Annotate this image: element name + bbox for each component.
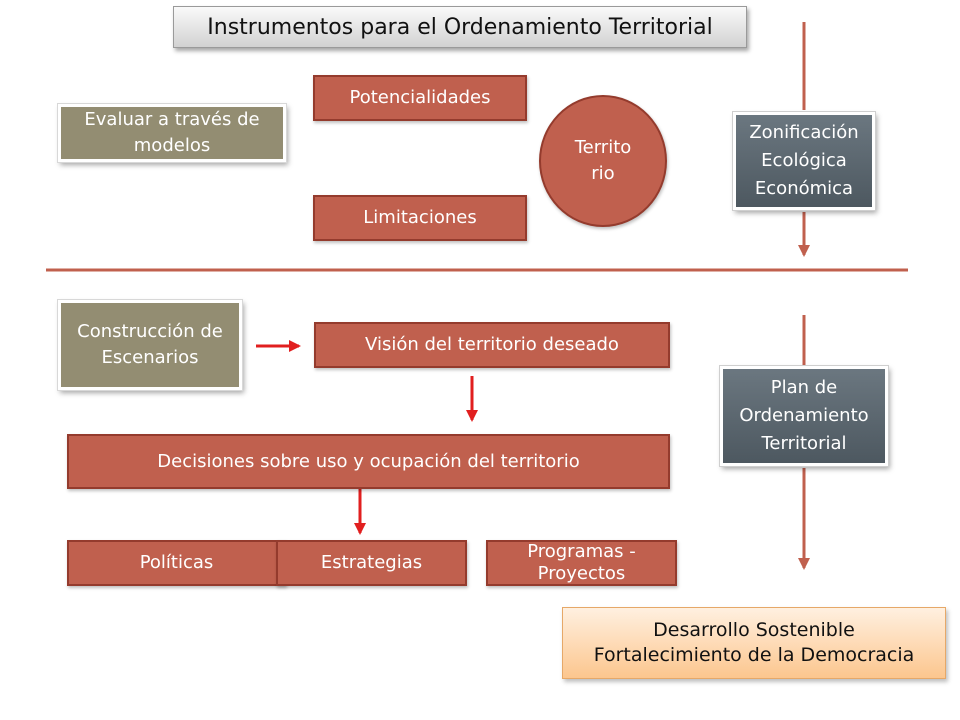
goal-line-1: Desarrollo Sostenible <box>653 619 855 641</box>
estrategias-box: Estrategias <box>276 540 467 586</box>
limitaciones-box: Limitaciones <box>313 195 527 241</box>
evaluar-modelos-box: Evaluar a través de modelos <box>58 104 286 162</box>
desarrollo-sostenible-box <box>562 607 946 679</box>
territorio-circle <box>539 95 667 227</box>
politicas-box: Políticas <box>67 540 286 586</box>
diagram-title: Instrumentos para el Ordenamiento Territorial <box>173 6 747 48</box>
potencialidades-box: Potencialidades <box>313 75 527 121</box>
territorio-label: Territo rio <box>574 137 632 184</box>
goal-line-2: Fortalecimiento de la Democracia <box>593 644 915 666</box>
vision-territorio-box: Visión del territorio deseado <box>314 322 670 368</box>
construccion-escenarios-box: Construcción de Escenarios <box>58 300 242 390</box>
programas-proyectos-box: Programas - Proyectos <box>486 540 677 586</box>
zee-box: Zonificación Ecológica Económica <box>733 112 875 210</box>
plan-ordenamiento-box: Plan de Ordenamiento Territorial <box>720 366 888 466</box>
decisiones-box: Decisiones sobre uso y ocupación del territorio <box>67 434 670 489</box>
